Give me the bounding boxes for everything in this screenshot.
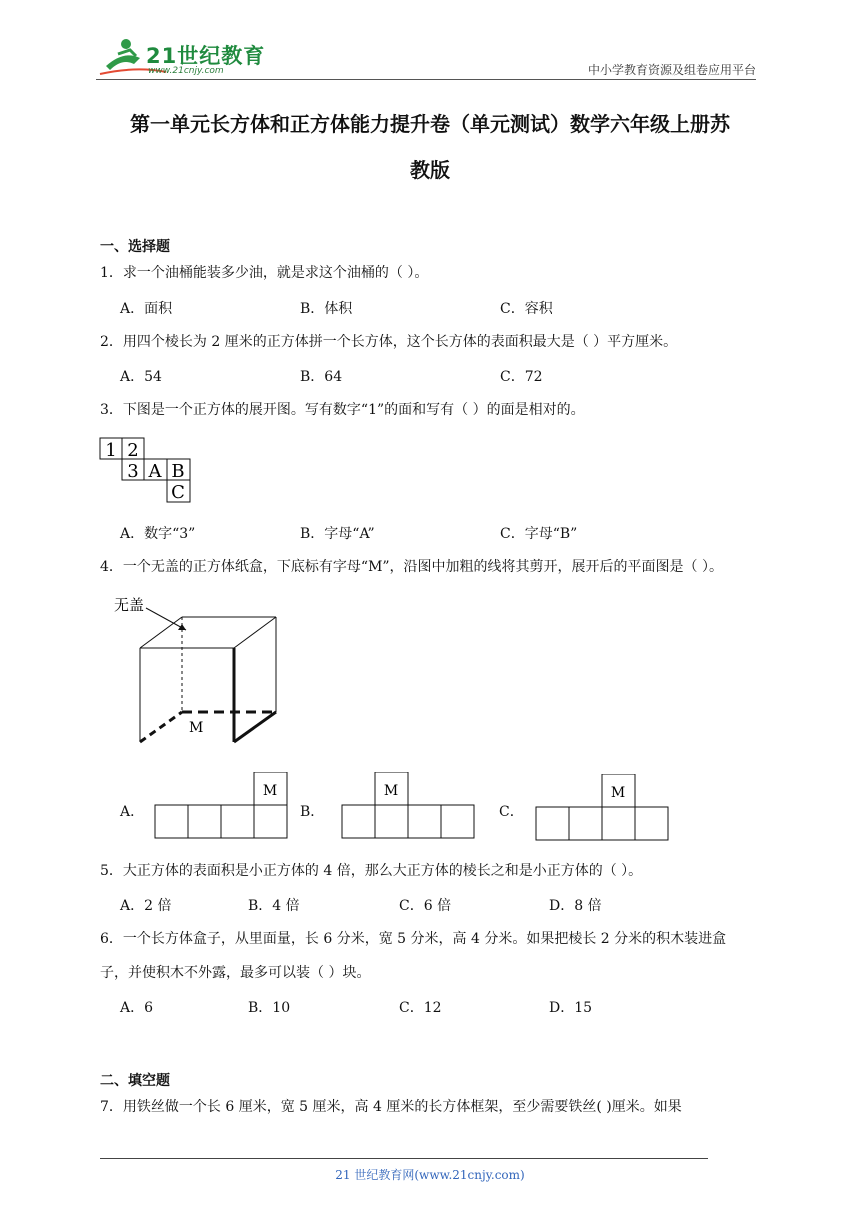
option-b-m-label: M — [383, 783, 399, 799]
q5-option-b: B．4 倍 — [248, 898, 300, 914]
q4-option-c-figure — [534, 774, 674, 842]
net-label-a: A — [148, 461, 162, 482]
question-6-line1: 6．一个长方体盒子，从里面量，长 6 分米，宽 5 分米，高 4 分米。如果把棱长 2 分米的积木装进盒 — [100, 931, 727, 947]
page-title-line1: 第一单元长方体和正方体能力提升卷（单元测试）数学六年级上册苏 — [130, 112, 730, 136]
logo-text: 21世纪教育 — [146, 44, 266, 68]
open-cube-figure — [100, 590, 285, 750]
q2-option-c: C．72 — [500, 369, 543, 385]
q4-option-a: A． — [120, 804, 145, 820]
question-7: 7．用铁丝做一个长 6 厘米，宽 5 厘米，高 4 厘米的长方体框架，至少需要铁丝( )厘米。如果 — [100, 1099, 682, 1115]
option-c-m-label: M — [610, 785, 626, 801]
net-label-1: 1 — [105, 440, 117, 461]
question-5: 5．大正方体的表面积是小正方体的 4 倍，那么大正方体的棱长之和是小正方体的（ ）。 — [100, 863, 643, 879]
q4-option-a-figure — [153, 772, 293, 840]
q6-option-d: D．15 — [549, 1000, 593, 1016]
q3-option-a: A．数字“3” — [120, 526, 196, 542]
question-1: 1．求一个油桶能装多少油，就是求这个油桶的（ ）。 — [100, 265, 429, 281]
header-platform-text: 中小学教育资源及组卷应用平台 — [587, 63, 756, 77]
q6-option-b: B．10 — [248, 1000, 291, 1016]
question-6-line2: 子，并使积木不外露，最多可以装（ ）块。 — [100, 965, 371, 981]
net-label-3: 3 — [127, 461, 139, 482]
q3-option-b: B．字母“A” — [300, 526, 375, 542]
footer-link[interactable]: 21 世纪教育网(www.21cnjy.com) — [335, 1168, 525, 1182]
section-heading-fill: 二、填空题 — [100, 1073, 170, 1089]
q1-option-a: A．面积 — [120, 301, 173, 317]
page-title-line2: 教版 — [410, 158, 450, 182]
net-label-c: C — [171, 482, 185, 503]
cube-bottom-label: M — [189, 720, 204, 736]
logo-url: www.21cnjy.com — [148, 66, 224, 76]
question-4: 4．一个无盖的正方体纸盒，下底标有字母“M”，沿图中加粗的线将其剪开，展开后的平面图是（ ）。 — [100, 559, 724, 575]
q5-option-c: C．6 倍 — [399, 898, 452, 914]
cube-lid-label: 无盖 — [114, 596, 145, 614]
q5-option-d: D．8 倍 — [549, 898, 602, 914]
net-label-2: 2 — [127, 440, 139, 461]
header-divider — [96, 79, 756, 80]
q6-option-a: A．6 — [120, 1000, 154, 1016]
q1-option-c: C．容积 — [500, 301, 553, 317]
q4-option-b-figure — [340, 772, 480, 840]
cube-net-figure — [98, 436, 198, 506]
question-2: 2．用四个棱长为 2 厘米的正方体拼一个长方体，这个长方体的表面积最大是（ ）平方厘米。 — [100, 334, 678, 350]
section-heading-choice: 一、选择题 — [100, 239, 170, 255]
q4-option-c: C． — [499, 804, 524, 820]
q6-option-c: C．12 — [399, 1000, 442, 1016]
footer-divider — [100, 1158, 708, 1159]
q2-option-b: B．64 — [300, 369, 343, 385]
q4-option-b: B． — [300, 804, 325, 820]
q1-option-b: B．体积 — [300, 301, 353, 317]
q5-option-a: A．2 倍 — [120, 898, 172, 914]
net-label-b: B — [171, 461, 185, 482]
option-a-m-label: M — [262, 783, 278, 799]
q2-option-a: A．54 — [120, 369, 162, 385]
question-3: 3．下图是一个正方体的展开图。写有数字“1”的面和写有（ ）的面是相对的。 — [100, 402, 585, 418]
q3-option-c: C．字母“B” — [500, 526, 578, 542]
